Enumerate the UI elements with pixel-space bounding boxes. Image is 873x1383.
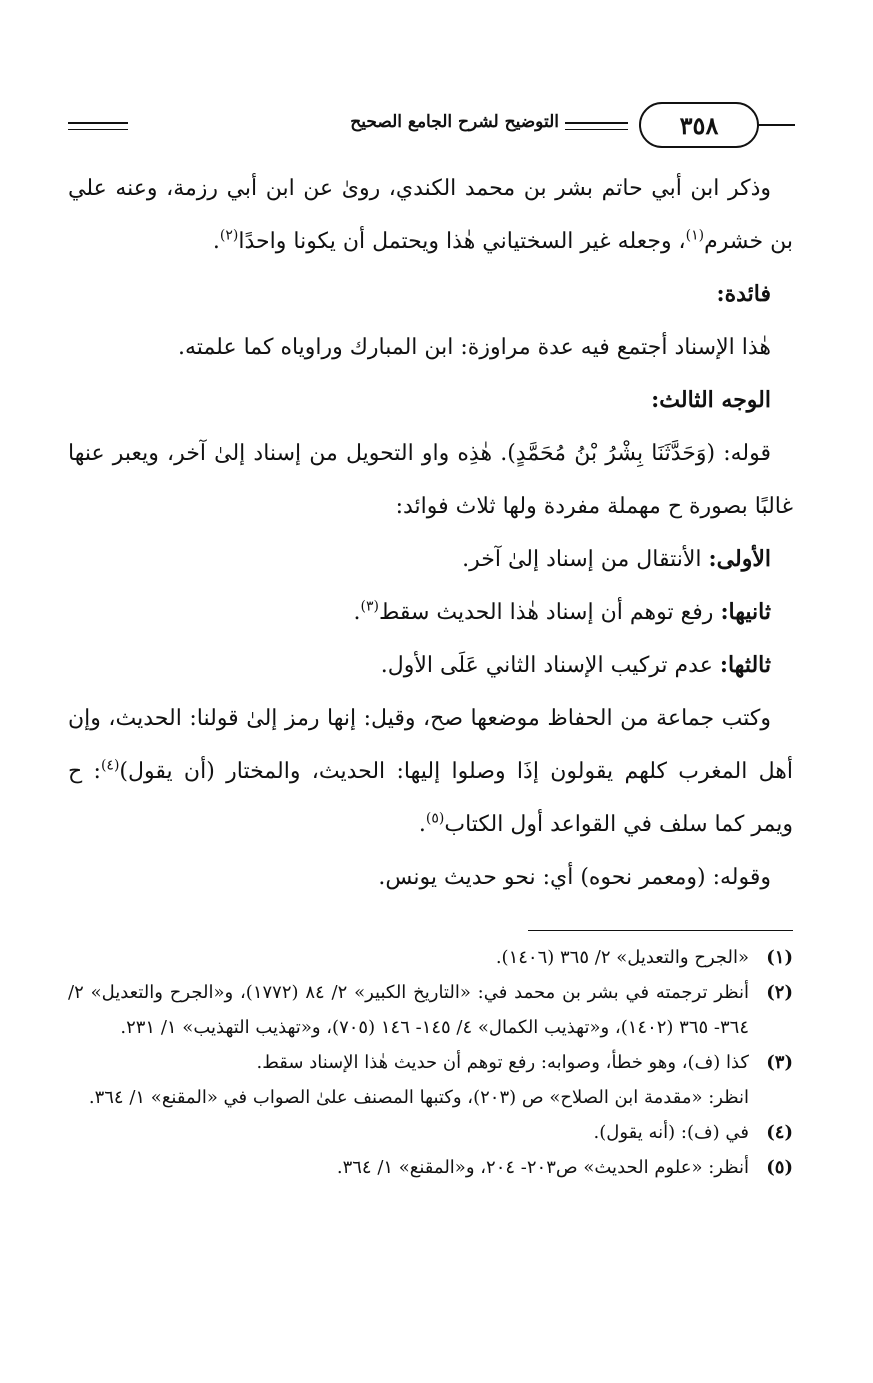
paragraph: قوله: (وَحَدَّثَنَا بِشْرُ بْنُ مُحَمَّدٍ). هٰذِه واو التحويل من إسناد إلىٰ آخر، ويعبر عنها غالبًا بصورة ح مهملة مفردة ولها ثلاث فوائد: <box>68 441 793 519</box>
footnote-number: (١) <box>766 947 793 968</box>
paragraph-text: . <box>418 812 426 837</box>
footnote <box>68 940 793 975</box>
footnote-separator <box>528 930 793 931</box>
running-title: التوضيح لشرح الجامع الصحيح <box>344 112 565 132</box>
footnote <box>68 1045 793 1115</box>
list-item <box>68 586 793 639</box>
footnotes <box>68 940 793 1185</box>
footnote-number: (٢) <box>766 982 793 1003</box>
page-number: ٣٥٨ <box>639 102 759 148</box>
footnote-ref: (٢) <box>219 227 239 244</box>
footnote-ref: (١) <box>685 227 705 244</box>
paragraph-text: ، وجعله غير السختياني هٰذا ويحتمل أن يكونا واحدًا <box>238 229 686 254</box>
header-rule <box>758 124 795 126</box>
footnote-ref: (٥) <box>425 810 445 827</box>
footnote-line: أنظر: «علوم الحديث» ص٢٠٣- ٢٠٤، و«المقنع» ١/ ٣٦٤. <box>336 1157 749 1178</box>
footnote <box>68 1115 793 1150</box>
footnote-text <box>68 940 749 975</box>
footnote <box>68 975 793 1045</box>
footnote-number: (٥) <box>766 1157 793 1178</box>
footnote-line: في (ف): (أنه يقول). <box>593 1122 749 1143</box>
footnote-line: انظر: «مقدمة ابن الصلاح» ص (٢٠٣)، وكتبها المصنف علىٰ الصواب في «المقنع» ١/ ٣٦٤. <box>88 1087 749 1108</box>
footnote-number: (٤) <box>766 1122 793 1143</box>
paragraph-text: . <box>212 229 220 254</box>
header-rule <box>68 129 128 130</box>
section-heading: الوجه الثالث: <box>651 387 771 413</box>
paragraph: وقوله: (ومعمر نحوه) أي: نحو حديث يونس. <box>378 865 771 890</box>
footnote-line: «الجرح والتعديل» ٢/ ٣٦٥ (١٤٠٦). <box>495 947 749 968</box>
main-text <box>68 162 793 904</box>
header-rule <box>68 122 128 124</box>
paragraph-text: وكتب جماعة من الحفاظ موضعها صح، وقيل: إنها رمز إلىٰ قولنا: الحديث، وإن أهل المغرب كلهم يقولون إذَا وصلوا إليها: الحديث، والمختار (أن يقول) <box>68 706 794 784</box>
footnote-line: أنظر ترجمته في بشر بن محمد في: «التاريخ الكبير» ٢/ ٨٤ (١٧٧٢)، و«الجرح والتعديل» ٢/ ٣٦٤- ٣٦٥ (١٤٠٢)، و«تهذيب الكمال» ٤/ ١٤٥- ١٤٦ (٧٠٥)، و«تهذيب التهذيب» ١/ ٢٣١. <box>68 982 749 1038</box>
paragraph: هٰذا الإسناد أجتمع فيه عدة مراوزة: ابن المبارك وراوياه كما علمته. <box>178 335 771 360</box>
footnote-ref: (٣) <box>360 598 379 615</box>
item-text: رفع توهم أن إسناد هٰذا الحديث سقط <box>378 600 714 625</box>
footnote-text <box>68 1045 749 1115</box>
item-label: الأولى: <box>708 546 771 572</box>
paragraph-text: : ح ويمر كما سلف في القواعد أول الكتاب <box>68 759 793 837</box>
paragraph-text: وذكر ابن أبي حاتم بشر بن محمد الكندي، روىٰ عن ابن أبي رزمة، وعنه علي بن خشرم <box>68 176 793 254</box>
footnote-text <box>68 1115 749 1150</box>
item-text: . <box>353 600 361 625</box>
footnote-text <box>68 1150 749 1185</box>
list-item <box>68 639 793 692</box>
item-label: ثانيها: <box>720 599 771 625</box>
footnote-number: (٣) <box>766 1052 793 1073</box>
paragraph <box>68 162 793 268</box>
section-heading: فائدة: <box>716 281 771 307</box>
paragraph <box>68 692 793 851</box>
footnote-line: كذا (ف)، وهو خطأ، وصوابه: رفع توهم أن حديث هٰذا الإسناد سقط. <box>256 1052 749 1073</box>
footnote <box>68 1150 793 1185</box>
item-text: الأنتقال من إسناد إلىٰ آخر. <box>462 547 702 572</box>
footnote-text <box>68 975 749 1045</box>
footnote-ref: (٤) <box>100 757 120 774</box>
running-header <box>68 96 795 156</box>
list-item <box>68 533 793 586</box>
item-label: ثالثها: <box>719 652 771 678</box>
item-text: عدم تركيب الإسناد الثاني عَلَى الأول. <box>380 653 713 678</box>
